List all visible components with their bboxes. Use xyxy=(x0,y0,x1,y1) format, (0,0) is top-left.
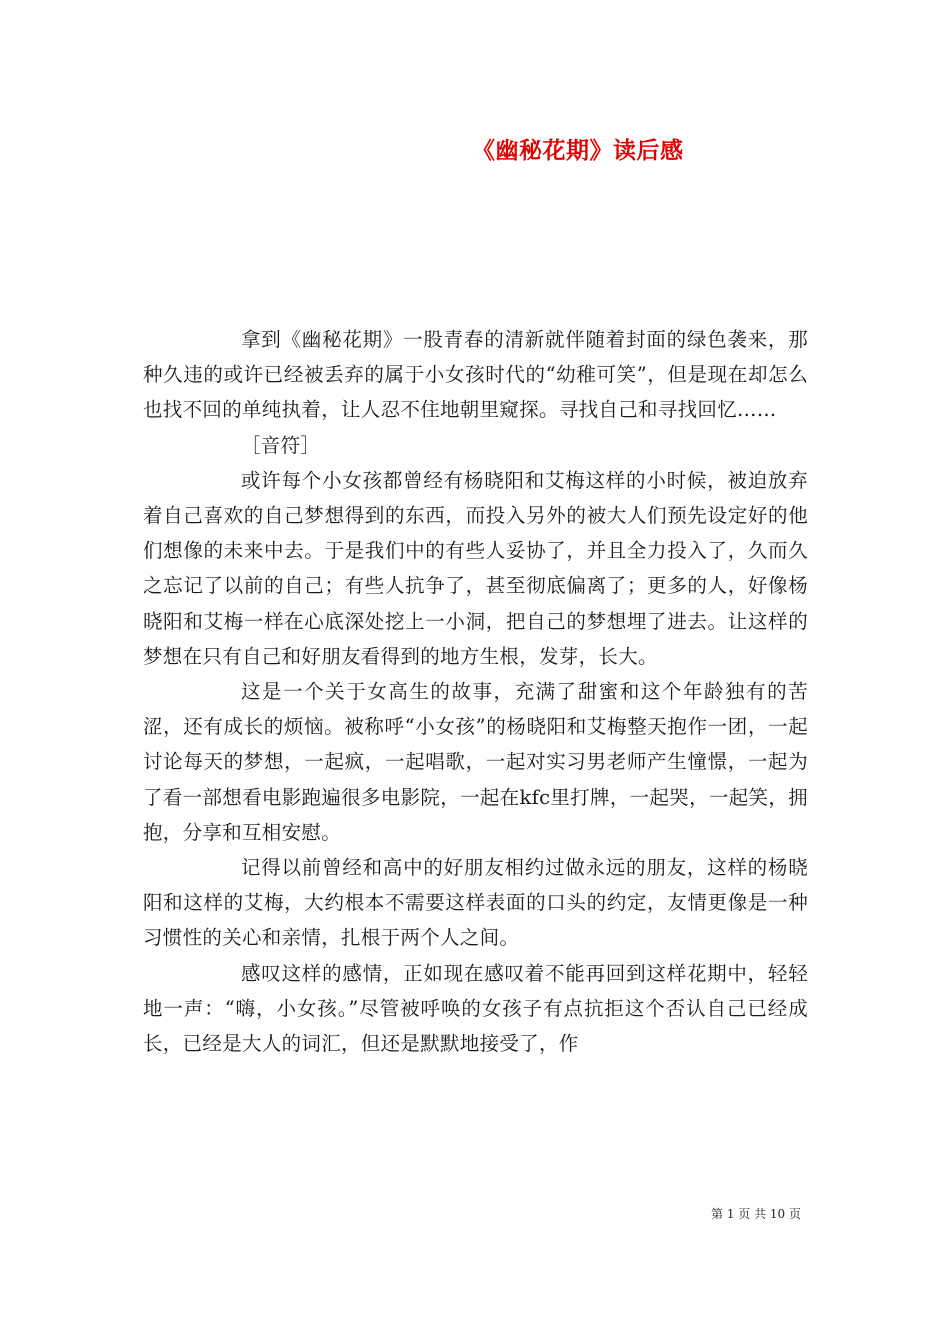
document-title: 《幽秘花期》读后感 xyxy=(472,137,684,164)
paragraph-note: ［音符］ xyxy=(241,433,321,457)
document-body xyxy=(143,322,808,1061)
paragraph-intro: 拿到《幽秘花期》一股青春的清新就伴随着封面的绿色袭来，那种久违的或许已经被丢弃的属于小女孩时代的“幼稚可笑”，但是现在却怎么也找不回的单纯执着，让人忍不住地朝里窥探。寻找自己和寻找回忆…… xyxy=(143,328,808,422)
page-number-footer: 第 1 页 共 10 页 xyxy=(711,1207,801,1221)
paragraph-reflection: 感叹这样的感情，正如现在感叹着不能再回到这样花期中，轻轻地一声：“嗨，小女孩。”尽管被呼唤的女孩子有点抗拒这个否认自己已经成长，已经是大人的词汇，但还是默默地接受了，作 xyxy=(143,961,808,1056)
paragraph-story: 这是一个关于女高生的故事，充满了甜蜜和这个年龄独有的苦涩，还有成长的烦恼。被称呼“小女孩”的杨晓阳和艾梅整天抱作一团，一起讨论每天的梦想，一起疯，一起唱歌，一起对实习男老师产生憧憬，一起为了看一部想看电影跑遍很多电影院，一起在kfc里打牌，一起哭，一起笑，拥抱，分享和互相安慰。 xyxy=(143,680,808,844)
paragraph-friendship: 记得以前曾经和高中的好朋友相约过做永远的朋友，这样的杨晓阳和这样的艾梅，大约根本不需要这样表面的口头的约定，友情更像是一种习惯性的关心和亲情，扎根于两个人之间。 xyxy=(143,856,808,950)
paragraph-childhood: 或许每个小女孩都曾经有杨晓阳和艾梅这样的小时候，被迫放弃着自己喜欢的自己梦想得到的东西，而投入另外的被大人们预先设定好的他们想像的未来中去。于是我们中的有些人妥协了，并且全力投入了，久而久之忘记了以前的自己；有些人抗争了，甚至彻底偏离了；更多的人，好像杨晓阳和艾梅一样在心底深处挖上一小洞，把自己的梦想埋了进去。让这样的梦想在只有自己和好朋友看得到的地方生根，发芽，长大。 xyxy=(143,468,808,668)
